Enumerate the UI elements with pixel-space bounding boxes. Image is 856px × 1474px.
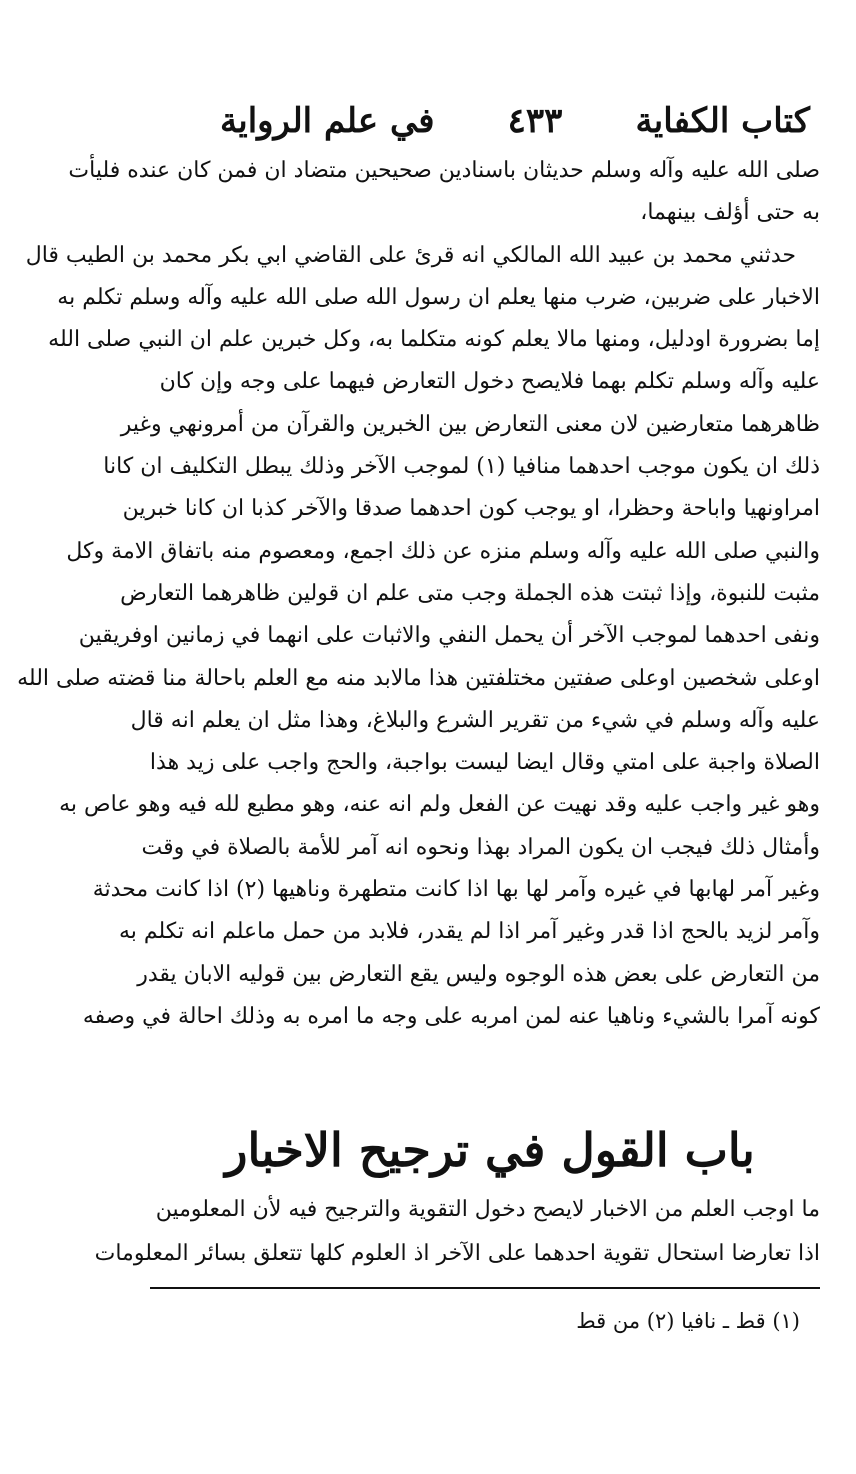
text-line: به حتى أؤلف بينهما، — [640, 200, 820, 226]
text-line: ونفى احدهما لموجب الآخر أن يحمل النفي والاثبات على انهما في زمانين اوفريقين — [78, 623, 820, 649]
text-line: إما بضرورة اودليل، ومنها مالا يعلم كونه متكلما به، وكل خبرين علم ان النبي صلى الله — [48, 327, 820, 353]
book-subtitle: في علم الرواية — [220, 101, 435, 141]
text-line: الصلاة واجبة على امتي وقال ايضا ليست بواجبة، والحج واجب على زيد هذا — [149, 750, 820, 776]
text-line: مثبت للنبوة، وإذا ثبتت هذه الجملة وجب متى علم ان قولين ظاهرهما التعارض — [120, 580, 820, 606]
text-line: الاخبار على ضربين، ضرب منها يعلم ان رسول الله صلى الله عليه وآله وسلم تكلم به — [57, 284, 820, 310]
paragraph-1 — [68, 150, 820, 235]
footnote: (١) قط ـ نافيا (٢) من قط — [576, 1309, 800, 1333]
section-text — [94, 1188, 820, 1276]
page-header — [220, 96, 810, 146]
text-line: عليه وآله وسلم تكلم بهما فلايصح دخول التعارض فيهما على وجه وإن كان — [159, 369, 820, 395]
text-line: امراونهيا واباحة وحظرا، او يوجب كون احدهما صدقا والآخر كذبا ان كانا خبرين — [122, 496, 820, 522]
text-line: ما اوجب العلم من الاخبار لايصح دخول التقوية والترجيح فيه لأن المعلومين — [155, 1197, 820, 1222]
text-line: وأمثال ذلك فيجب ان يكون المراد بهذا ونحوه انه آمر للأمة بالصلاة في وقت — [141, 834, 820, 860]
text-line: وهو غير واجب عليه وقد نهيت عن الفعل ولم انه عنه، وهو مطيع لله فيه وهو عاص به — [59, 792, 820, 818]
text-line: والنبي صلى الله عليه وآله وسلم منزه عن ذلك اجمع، ومعصوم منه باتفاق الامة وكل — [66, 538, 820, 564]
text-line: ظاهرهما متعارضين لان معنى التعارض بين الخبرين والقرآن من أمرونهي وغير — [120, 411, 820, 437]
paragraph-2 — [17, 235, 820, 1039]
text-line: اوعلى شخصين اوعلى صفتين مختلفتين هذا مالابد منه مع العلم باحالة منا قضته صلى الله — [17, 665, 820, 691]
text-line: وآمر لزيد بالحج اذا قدر وغير آمر اذا لم يقدر، فلابد من حمل ماعلم انه تكلم به — [118, 919, 820, 945]
text-line: عليه وآله وسلم في شيء من تقرير الشرع والبلاغ، وهذا مثل ان يعلم انه قال — [130, 707, 820, 733]
text-line: وغير آمر لهابها في غيره وآمر لها بها اذا كانت متطهرة وناهيها (٢) اذا كانت محدثة — [92, 877, 820, 903]
section-heading: باب القول في ترجيح الاخبار — [225, 1123, 755, 1177]
text-line: كونه آمرا بالشيء وناهيا عنه لمن امربه على وجه ما امره به وذلك احالة في وصفه — [82, 1003, 820, 1029]
page-number: ٤٣٣ — [507, 101, 563, 141]
text-line: من التعارض على بعض هذه الوجوه وليس يقع التعارض بين قوليه الابان يقدر — [137, 961, 820, 987]
text-line: اذا تعارضا استحال تقوية احدهما على الآخر اذ العلوم كلها تتعلق بسائر المعلومات — [94, 1241, 820, 1266]
footnote-divider — [150, 1287, 820, 1289]
main-text — [17, 150, 820, 1038]
text-line: حدثني محمد بن عبيد الله المالكي انه قرئ على القاضي ابي بكر محمد بن الطيب قال — [25, 242, 796, 268]
book-title: كتاب الكفاية — [635, 101, 810, 141]
text-line: صلى الله عليه وآله وسلم حديثان باسنادين صحيحين متضاد ان فمن كان عنده فليأت — [68, 158, 820, 183]
text-line: ذلك ان يكون موجب احدهما منافيا (١) لموجب الآخر وذلك يبطل التكليف ان كانا — [103, 454, 820, 480]
